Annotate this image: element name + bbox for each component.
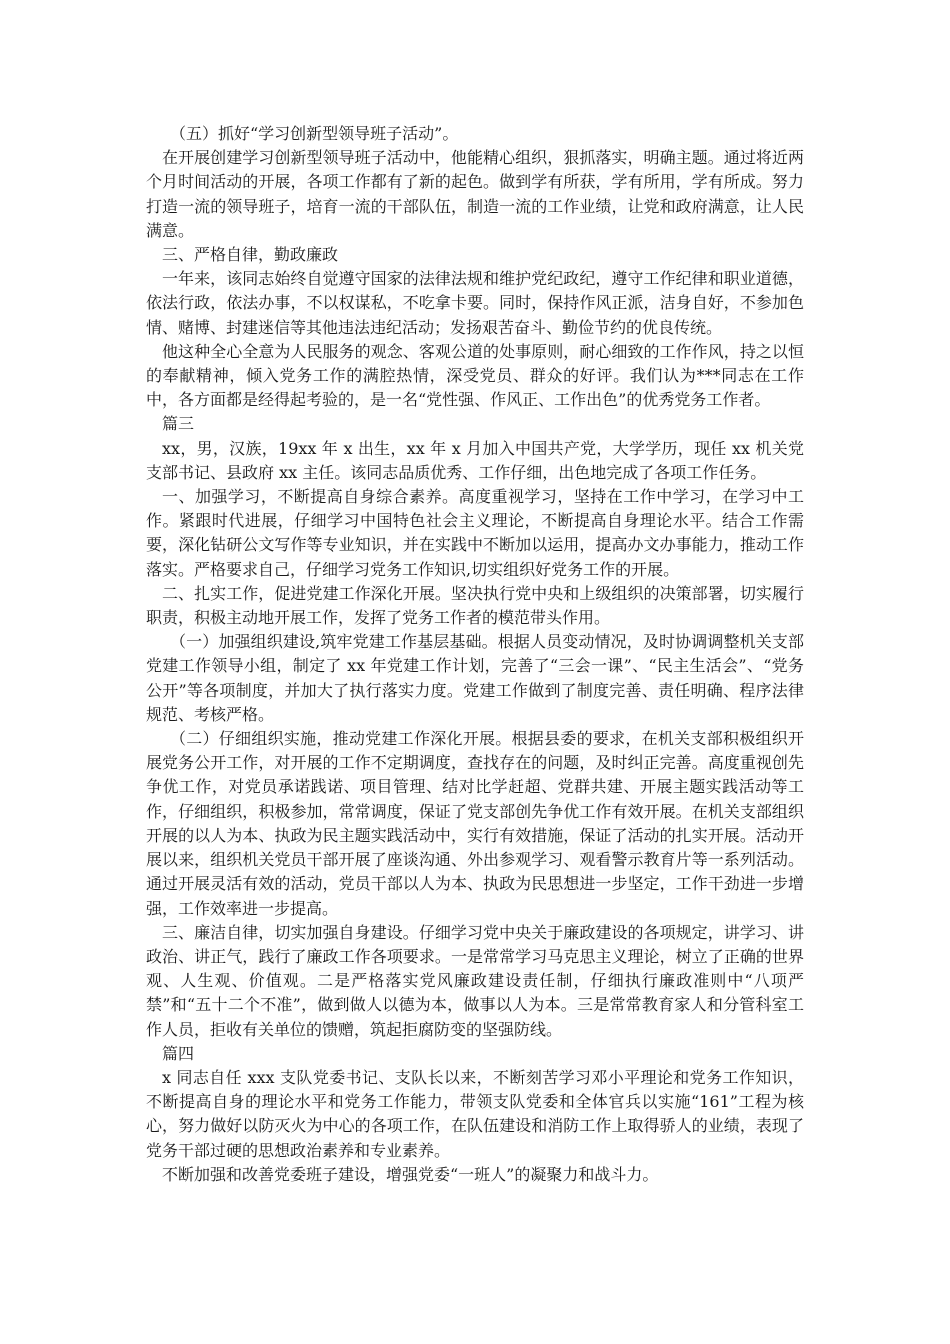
body-paragraph: x 同志自任 xxx 支队党委书记、支队长以来，不断刻苦学习邓小平理论和党务工作知识，不断提高自身的理论水平和党务工作能力，带领支队党委和全体官兵以实施“161”工程为核心，努力做好以防灭火为中心的各项工作，在队伍建设和消防工作上取得骄人的业绩，表现了党务干部过硬的思想政治素养和专业素养。 [146,1067,804,1160]
chapter-heading: 篇三 [162,414,195,434]
section-heading: 三、严格自律，勤政廉政 [162,245,339,265]
body-paragraph: 他这种全心全意为人民服务的观念、客观公道的处事原则，耐心细致的工作作风，持之以恒的奉献精神，倾入党务工作的满腔热情，深受党员、群众的好评。我们认为***同志在工作中，各方面都是经得起考验的，是一名“党性强、作风正、工作出色”的优秀党务工作者。 [146,341,804,410]
document-body [146,122,804,1187]
body-paragraph: 三、廉洁自律，切实加强自身建设。仔细学习党中央关于廉政建设的各项规定，讲学习、讲政治、讲正气，践行了廉政工作各项要求。一是常常学习马克思主义理论，树立了正确的世界观、人生观、价值观。二是严格落实党风廉政建设责任制，仔细执行廉政准则中“八项严禁”和“五十二个不准”，做到做人以德为本，做事以人为本。三是常常教育家人和分管科室工作人员，拒收有关单位的馈赠，筑起拒腐防变的坚强防线。 [146,922,804,1039]
body-paragraph: 不断加强和改善党委班子建设，增强党委“一班人”的凝聚力和战斗力。 [162,1164,659,1184]
body-paragraph: （一）加强组织建设,筑牢党建工作基层基础。根据人员变动情况，及时协调调整机关支部党建工作领导小组，制定了 xx 年党建工作计划，完善了“三会一课”、“民主生活会”、“党务公开”等各项制度，并加大了执行落实力度。党建工作做到了制度完善、责任明确、程序法律规范、考核严格。 [146,632,804,724]
body-paragraph: 一年来，该同志始终自觉遵守国家的法律法规和维护党纪政纪，遵守工作纪律和职业道德，依法行政，依法办事，不以权谋私，不吃拿卡要。同时，保持作风正派，洁身自好，不参加色情、赌博、封建迷信等其他违法违纪活动；发扬艰苦奋斗、勤俭节约的优良传统。 [146,269,804,337]
body-paragraph: 二、扎实工作，促进党建工作深化开展。坚决执行党中央和上级组织的决策部署，切实履行职责，积极主动地开展工作，发挥了党务工作者的模范带头作用。 [146,583,804,628]
body-paragraph: 在开展创建学习创新型领导班子活动中，他能精心组织，狠抓落实，明确主题。通过将近两个月时间活动的开展，各项工作都有了新的起色。做到学有所获，学有所用，学有所成。努力打造一流的领导班子，培育一流的干部队伍，制造一流的工作业绩，让党和政府满意，让人民满意。 [146,148,804,240]
body-paragraph: （二）仔细组织实施，推动党建工作深化开展。根据县委的要求，在机关支部积极组织开展党务公开工作，对开展的工作不定期调度，查找存在的问题，及时纠正完善。高度重视创先争优工作，对党员承诺践诺、项目管理、结对比学赶超、党群共建、开展主题实践活动等工作，仔细组织，积极参加，常常调度，保证了党支部创先争优工作有效开展。在机关支部组织开展的以人为本、执政为民主题实践活动中，实行有效措施，保证了活动的扎实开展。活动开展以来，组织机关党员干部开展了座谈沟通、外出参观学习、观看警示教育片等一系列活动。通过开展灵活有效的活动，党员干部以人为本、执政为民思想进一步坚定，工作干劲进一步增强，工作效率进一步提高。 [146,729,804,918]
body-paragraph: 一、加强学习，不断提高自身综合素养。高度重视学习，坚持在工作中学习，在学习中工作。紧跟时代进展，仔细学习中国特色社会主义理论，不断提高自身理论水平。结合工作需要，深化钻研公文写作等专业知识，并在实践中不断加以运用，提高办文办事能力，推动工作落实。严格要求自己，仔细学习党务工作知识,切实组织好党务工作的开展。 [146,487,804,579]
section-heading: （五）抓好“学习创新型领导班子活动”。 [170,124,459,143]
body-paragraph: xx，男，汉族，19xx 年 x 出生，xx 年 x 月加入中国共产党，大学学历，现任 xx 机关党支部书记、县政府 xx 主任。该同志品质优秀、工作仔细，出色地完成了各项工作任务。 [146,438,804,482]
chapter-heading: 篇四 [162,1043,195,1063]
